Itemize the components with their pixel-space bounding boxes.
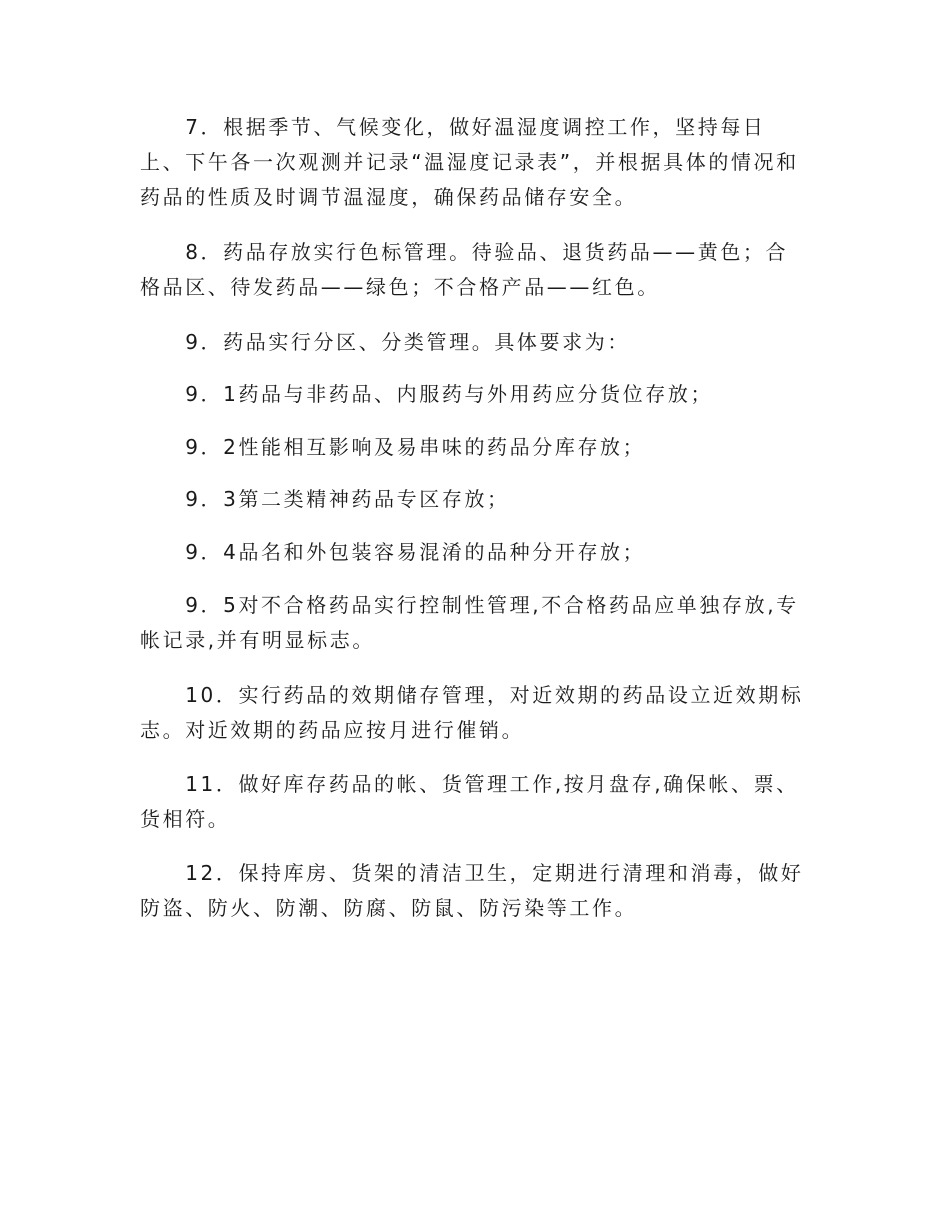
paragraph-9-2: 9．2性能相互影响及易串味的药品分库存放； xyxy=(140,435,646,459)
paragraph-9-5: 9．5对不合格药品实行控制性管理,不合格药品应单独存放,专帐记录,并有明显标志。 xyxy=(140,593,799,652)
paragraph-9-4: 9．4品名和外包装容易混淆的品种分开存放； xyxy=(140,540,646,564)
paragraph-10: 10．实行药品的效期储存管理，对近效期的药品设立近效期标志。对近效期的药品应按月进行催销。 xyxy=(140,683,804,742)
paragraph-9-1: 9．1药品与非药品、内服药与外用药应分货位存放； xyxy=(140,382,714,406)
paragraph-11: 11．做好库存药品的帐、货管理工作,按月盘存,确保帐、票、货相符。 xyxy=(140,772,799,831)
paragraph-8: 8．药品存放实行色标管理。待验品、退货药品——黄色；合格品区、待发药品——绿色；不合格产品——红色。 xyxy=(140,240,789,299)
paragraph-9: 9．药品实行分区、分类管理。具体要求为： xyxy=(140,330,630,354)
paragraph-12: 12．保持库房、货架的清洁卫生，定期进行清理和消毒，做好防盗、防火、防潮、防腐、防鼠、防污染等工作。 xyxy=(140,861,804,920)
paragraph-9-3: 9．3第二类精神药品专区存放； xyxy=(140,487,510,511)
paragraph-7: 7．根据季节、气候变化，做好温湿度调控工作，坚持每日上、下午各一次观测并记录“温湿度记录表”，并根据具体的情况和药品的性质及时调节温湿度，确保药品储存安全。 xyxy=(140,115,799,209)
